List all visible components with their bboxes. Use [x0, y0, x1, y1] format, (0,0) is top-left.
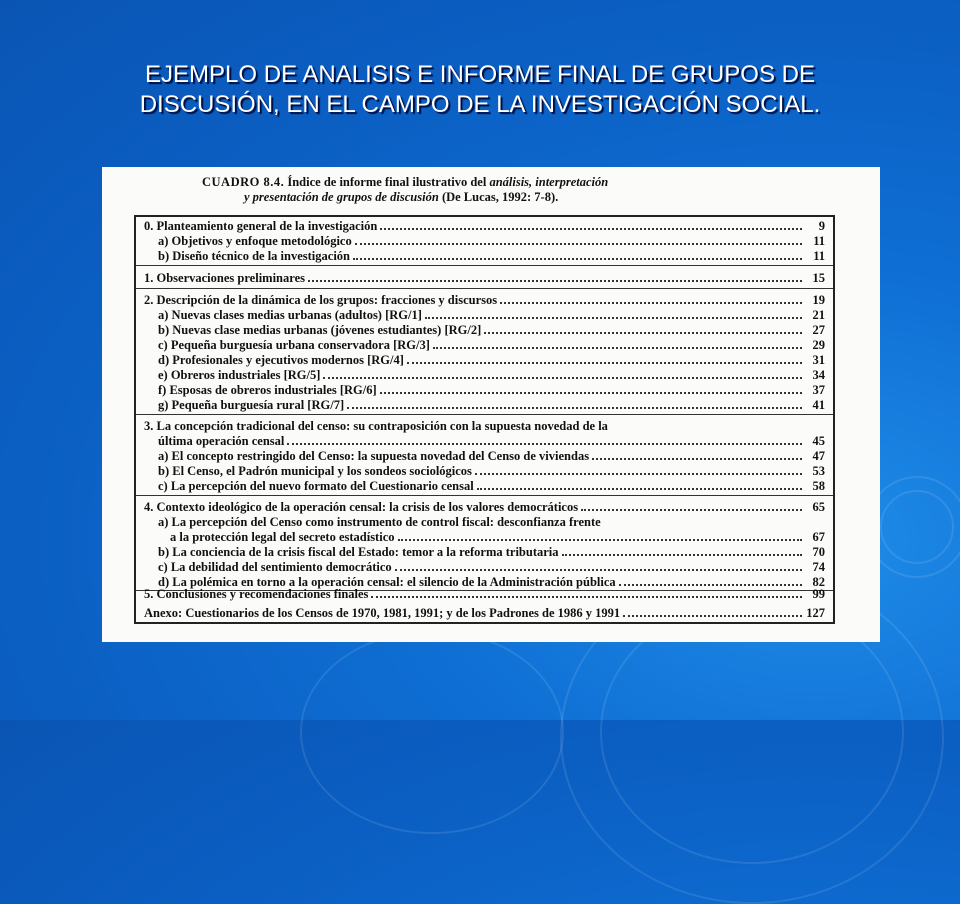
section-divider	[136, 288, 833, 289]
toc-entry: última operación censal 45	[158, 434, 825, 448]
toc-entry: a) El concepto restringido del Censo: la supuesta novedad del Censo de viviendas 47	[158, 449, 825, 463]
caption-italic: análisis, interpretación	[489, 175, 609, 189]
toc-entry: d) La polémica en torno a la operación censal: el silencio de la Administración pública 82	[158, 575, 825, 589]
toc-entry: 3. La concepción tradicional del censo: su contraposición con la supuesta novedad de la	[144, 419, 608, 433]
toc-entry: d) Profesionales y ejecutivos modernos [RG/4] 31	[158, 353, 825, 367]
toc-entry: 0. Planteamiento general de la investigación 9	[144, 219, 825, 233]
section-divider	[136, 265, 833, 266]
caption-citation: (De Lucas, 1992: 7-8).	[441, 190, 559, 204]
toc-entry: f) Esposas de obreros industriales [RG/6] 37	[158, 383, 825, 397]
toc-entry: b) El Censo, el Padrón municipal y los sondeos sociológicos 53	[158, 464, 825, 478]
toc-entry: a la protección legal del secreto estadístico 67	[170, 530, 825, 544]
caption-label: CUADRO 8.4.	[202, 175, 285, 189]
toc-entry: 1. Observaciones preliminares 15	[144, 271, 825, 285]
background-ripple	[300, 630, 564, 834]
index-table	[134, 215, 835, 624]
caption-text: Índice de informe final ilustrativo del	[287, 175, 487, 189]
slide-title-line-1: EJEMPLO DE ANALISIS E INFORME FINAL DE GRUPOS DE	[145, 61, 815, 88]
section-divider	[136, 414, 833, 415]
toc-entry: a) La percepción del Censo como instrumento de control fiscal: desconfianza frente	[158, 515, 601, 529]
toc-entry: b) La conciencia de la crisis fiscal del Estado: temor a la reforma tributaria 70	[158, 545, 825, 559]
scanned-document	[102, 167, 880, 642]
caption-italic-2: y presentación de grupos de discusión	[244, 190, 439, 204]
toc-entry: 4. Contexto ideológico de la operación censal: la crisis de los valores democráticos 65	[144, 500, 825, 514]
toc-entry: a) Objetivos y enfoque metodológico 11	[158, 234, 825, 248]
toc-entry: g) Pequeña burguesía rural [RG/7] 41	[158, 398, 825, 412]
toc-entry: c) La percepción del nuevo formato del Cuestionario censal 58	[158, 479, 825, 493]
section-divider	[136, 495, 833, 496]
toc-entry: c) Pequeña burguesía urbana conservadora [RG/3] 29	[158, 338, 825, 352]
toc-entry: 5. Conclusiones y recomendaciones finales 99	[144, 587, 825, 601]
toc-entry: Anexo: Cuestionarios de los Censos de 1970, 1981, 1991; y de los Padrones de 1986 y 1991 127	[144, 606, 825, 620]
toc-entry: e) Obreros industriales [RG/5] 34	[158, 368, 825, 382]
toc-entry: b) Diseño técnico de la investigación 11	[158, 249, 825, 263]
slide-title-line-2: DISCUSIÓN, EN EL CAMPO DE LA INVESTIGACIÓN SOCIAL.	[139, 91, 821, 118]
toc-entry: b) Nuevas clase medias urbanas (jóvenes estudiantes) [RG/2] 27	[158, 323, 825, 337]
toc-entry: 2. Descripción de la dinámica de los grupos: fracciones y discursos 19	[144, 293, 825, 307]
table-caption	[202, 175, 842, 205]
slide-title	[40, 60, 920, 120]
toc-entry: a) Nuevas clases medias urbanas (adultos) [RG/1] 21	[158, 308, 825, 322]
toc-entry: c) La debilidad del sentimiento democrático 74	[158, 560, 825, 574]
background-ripple	[866, 476, 960, 578]
